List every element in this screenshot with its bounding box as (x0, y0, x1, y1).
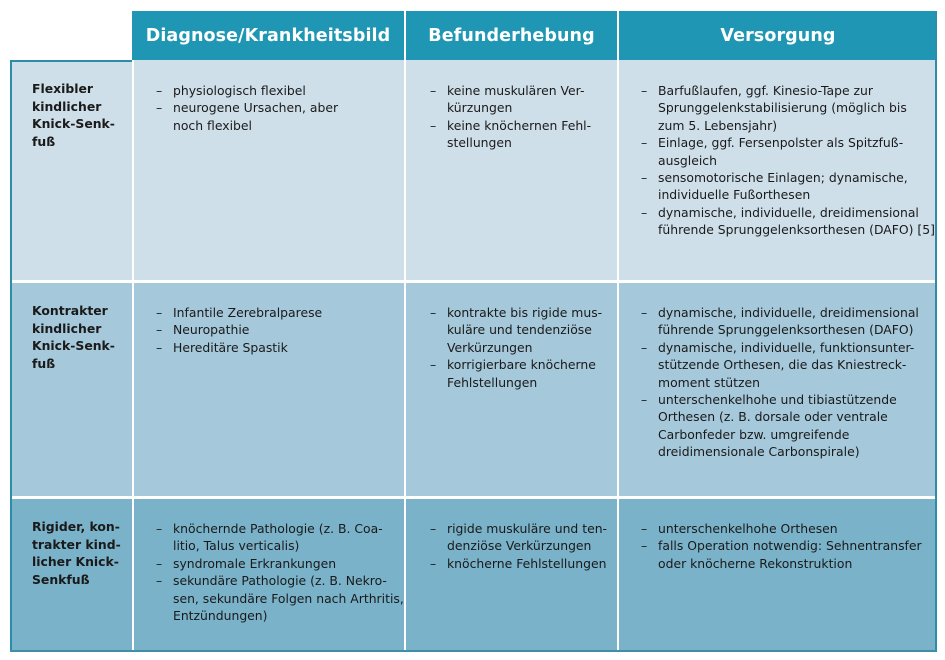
column-divider (404, 498, 406, 650)
table-border-top (10, 60, 132, 62)
row-label-line: Knick-Senk- (32, 116, 115, 132)
list-item (641, 169, 937, 204)
dash-bullet-icon: – (641, 305, 648, 320)
table-border-right (935, 11, 937, 652)
cell-versorgung (619, 60, 937, 280)
row-label-line: fuß (32, 133, 56, 149)
dash-bullet-icon: – (156, 322, 163, 338)
header-divider (617, 11, 619, 60)
dash-bullet-icon: – (430, 305, 437, 320)
dash-bullet-icon: – (641, 204, 648, 220)
list-item-line: falls Operation notwendig: Sehnentransfer (658, 538, 922, 554)
list-item-line: noch flexibel (173, 117, 252, 133)
row-label (10, 498, 132, 650)
dash-bullet-icon: – (641, 538, 648, 554)
row-divider (10, 280, 937, 283)
row-label-line: trakter kind- (32, 536, 121, 552)
column-divider (132, 282, 134, 496)
list-item-line: Barfußlaufen, ggf. Kinesio-Tape zur (658, 83, 873, 98)
row-label-line: licher Knick- (32, 554, 119, 570)
list-item-line: führende Sprunggelenksorthesen (DAFO) [5] (658, 222, 935, 238)
row-label-line: Senkfuß (32, 571, 90, 587)
bullet-list (406, 60, 617, 152)
dash-bullet-icon: – (156, 521, 163, 536)
list-item-line: sekundäre Pathologie (z. B. Nekro- (173, 573, 387, 589)
list-item (156, 304, 404, 321)
dash-bullet-icon: – (641, 521, 648, 536)
list-item (430, 82, 617, 117)
list-item (641, 304, 937, 339)
list-item-line: stützende Orthesen, die das Kniestreck- (658, 357, 907, 373)
list-item-line: kontrakte bis rigide mus- (447, 305, 603, 320)
dash-bullet-icon: – (641, 339, 648, 355)
list-item-line: unterschenkelhohe Orthesen (658, 521, 838, 536)
list-item-line: Hereditäre Spastik (173, 339, 288, 355)
dash-bullet-icon: – (641, 83, 648, 98)
list-item (641, 391, 937, 461)
list-item-line: kürzungen (447, 100, 513, 116)
list-item-line: rigide muskuläre und ten- (447, 521, 608, 536)
list-item-line: dynamische, individuelle, funktionsunter- (658, 339, 915, 355)
list-item-line: dynamische, individuelle, dreidimensional (658, 204, 919, 220)
list-item-line: neurogene Ursachen, aber (173, 100, 339, 116)
list-item (430, 520, 617, 555)
bullet-list (619, 282, 937, 461)
list-item (156, 82, 404, 99)
list-item (641, 339, 937, 391)
cell-versorgung (619, 282, 937, 496)
dash-bullet-icon: – (156, 83, 163, 98)
list-item (156, 555, 404, 572)
list-item-line: individuelle Fußorthesen (658, 187, 811, 203)
list-item-line: Fehlstellungen (447, 374, 538, 390)
list-item-line: Einlage, ggf. Fersenpolster als Spitzfuß- (658, 135, 904, 151)
dash-bullet-icon: – (430, 357, 437, 373)
column-divider (404, 60, 406, 280)
list-item-line: knöchernde Pathologie (z. B. Coa- (173, 521, 383, 536)
list-item-line: Carbonfeder bzw. umgreifende (658, 426, 850, 442)
cell-diagnose (132, 60, 404, 280)
list-item (641, 204, 937, 239)
bullet-list (619, 498, 937, 572)
cell-befund (406, 282, 617, 496)
list-item-line: Infantile Zerebralparese (173, 305, 323, 320)
dash-bullet-icon: – (156, 305, 163, 320)
list-item-line: Neuropathie (173, 322, 250, 338)
column-header-befund: Befunderhebung (406, 11, 617, 60)
list-item (156, 99, 404, 134)
column-divider (617, 60, 619, 280)
list-item-line: Sprunggelenkstabilisierung (möglich bis (658, 100, 907, 116)
dash-bullet-icon: – (156, 100, 163, 116)
dash-bullet-icon: – (430, 555, 437, 571)
list-item-line: physiologisch flexibel (173, 83, 306, 98)
cell-befund (406, 498, 617, 650)
list-item (641, 82, 937, 134)
bullet-list (132, 282, 404, 356)
list-item (430, 356, 617, 391)
row-label (10, 60, 132, 280)
list-item-line: sen, sekundäre Folgen nach Arthritis, (173, 590, 404, 606)
list-item-line: knöcherne Fehlstellungen (447, 555, 607, 571)
table-border-bottom (10, 650, 937, 652)
column-divider (404, 282, 406, 496)
list-item-line: ausgleich (658, 152, 717, 168)
column-divider (617, 282, 619, 496)
list-item (156, 339, 404, 356)
list-item-line: keine knöchernen Fehl- (447, 117, 592, 133)
row-label-line: kindlicher (32, 320, 102, 336)
row-label-line: Knick-Senk- (32, 338, 115, 354)
row-label-line: kindlicher (32, 98, 102, 114)
cell-diagnose (132, 498, 404, 650)
list-item-line: litio, Talus verticalis) (173, 538, 300, 554)
cell-versorgung (619, 498, 937, 650)
list-item-line: moment stützen (658, 374, 760, 390)
list-item-line: stellungen (447, 135, 512, 151)
list-item-line: korrigierbare knöcherne (447, 357, 596, 373)
bullet-list (406, 282, 617, 391)
dash-bullet-icon: – (430, 117, 437, 133)
list-item-line: zum 5. Lebensjahr) (658, 117, 778, 133)
table-row-rigider (10, 498, 937, 650)
column-divider (617, 498, 619, 650)
dash-bullet-icon: – (430, 521, 437, 536)
dash-bullet-icon: – (641, 135, 648, 151)
list-item (156, 572, 404, 624)
bullet-list (132, 498, 404, 624)
list-item (430, 117, 617, 152)
header-corner-empty (10, 11, 132, 60)
table-row-flexibler (10, 60, 937, 280)
list-item-line: führende Sprunggelenksorthesen (DAFO) (658, 322, 914, 338)
list-item-line: Entzündungen) (173, 608, 268, 624)
cell-befund (406, 60, 617, 280)
dash-bullet-icon: – (430, 83, 437, 98)
list-item-line: oder knöcherne Rekonstruktion (658, 555, 853, 571)
list-item-line: Verkürzungen (447, 339, 533, 355)
list-item-line: sensomotorische Einlagen; dynamische, (658, 170, 908, 186)
list-item (430, 555, 617, 572)
column-header-diagnose: Diagnose/Krankheitsbild (132, 11, 404, 60)
row-label-line: Rigider, kon- (32, 519, 120, 534)
dash-bullet-icon: – (156, 555, 163, 571)
header-divider (404, 11, 406, 60)
table-row-kontrakter (10, 282, 937, 496)
column-divider (132, 498, 134, 650)
bullet-list (406, 498, 617, 572)
list-item-line: denziöse Verkürzungen (447, 538, 592, 554)
list-item (641, 520, 937, 537)
list-item (641, 537, 937, 572)
list-item-line: Orthesen (z. B. dorsale oder ventrale (658, 409, 888, 425)
row-label-line: Flexibler (32, 81, 93, 96)
list-item-line: dynamische, individuelle, dreidimensional (658, 305, 919, 320)
dash-bullet-icon: – (641, 170, 648, 186)
list-item-line: syndromale Erkrankungen (173, 555, 337, 571)
bullet-list (132, 60, 404, 134)
list-item-line: unterschenkelhohe und tibiastützende (658, 392, 897, 408)
list-item-line: keine muskulären Ver- (447, 83, 585, 98)
dash-bullet-icon: – (156, 573, 163, 589)
list-item (156, 321, 404, 338)
row-label-line: Kontrakter (32, 303, 108, 318)
list-item (641, 134, 937, 169)
dash-bullet-icon: – (156, 339, 163, 355)
list-item (430, 304, 617, 356)
row-label-line: fuß (32, 355, 56, 371)
list-item-line: kuläre und tendenziöse (447, 322, 592, 338)
column-divider (132, 60, 134, 280)
row-divider (10, 496, 937, 499)
dash-bullet-icon: – (641, 392, 648, 408)
row-label (10, 282, 132, 496)
bullet-list (619, 60, 937, 239)
cell-diagnose (132, 282, 404, 496)
table-border-left (10, 60, 12, 652)
list-item (156, 520, 404, 555)
list-item-line: dreidimensionale Carbonspirale) (658, 444, 860, 460)
column-header-versorgung: Versorgung (619, 11, 937, 60)
